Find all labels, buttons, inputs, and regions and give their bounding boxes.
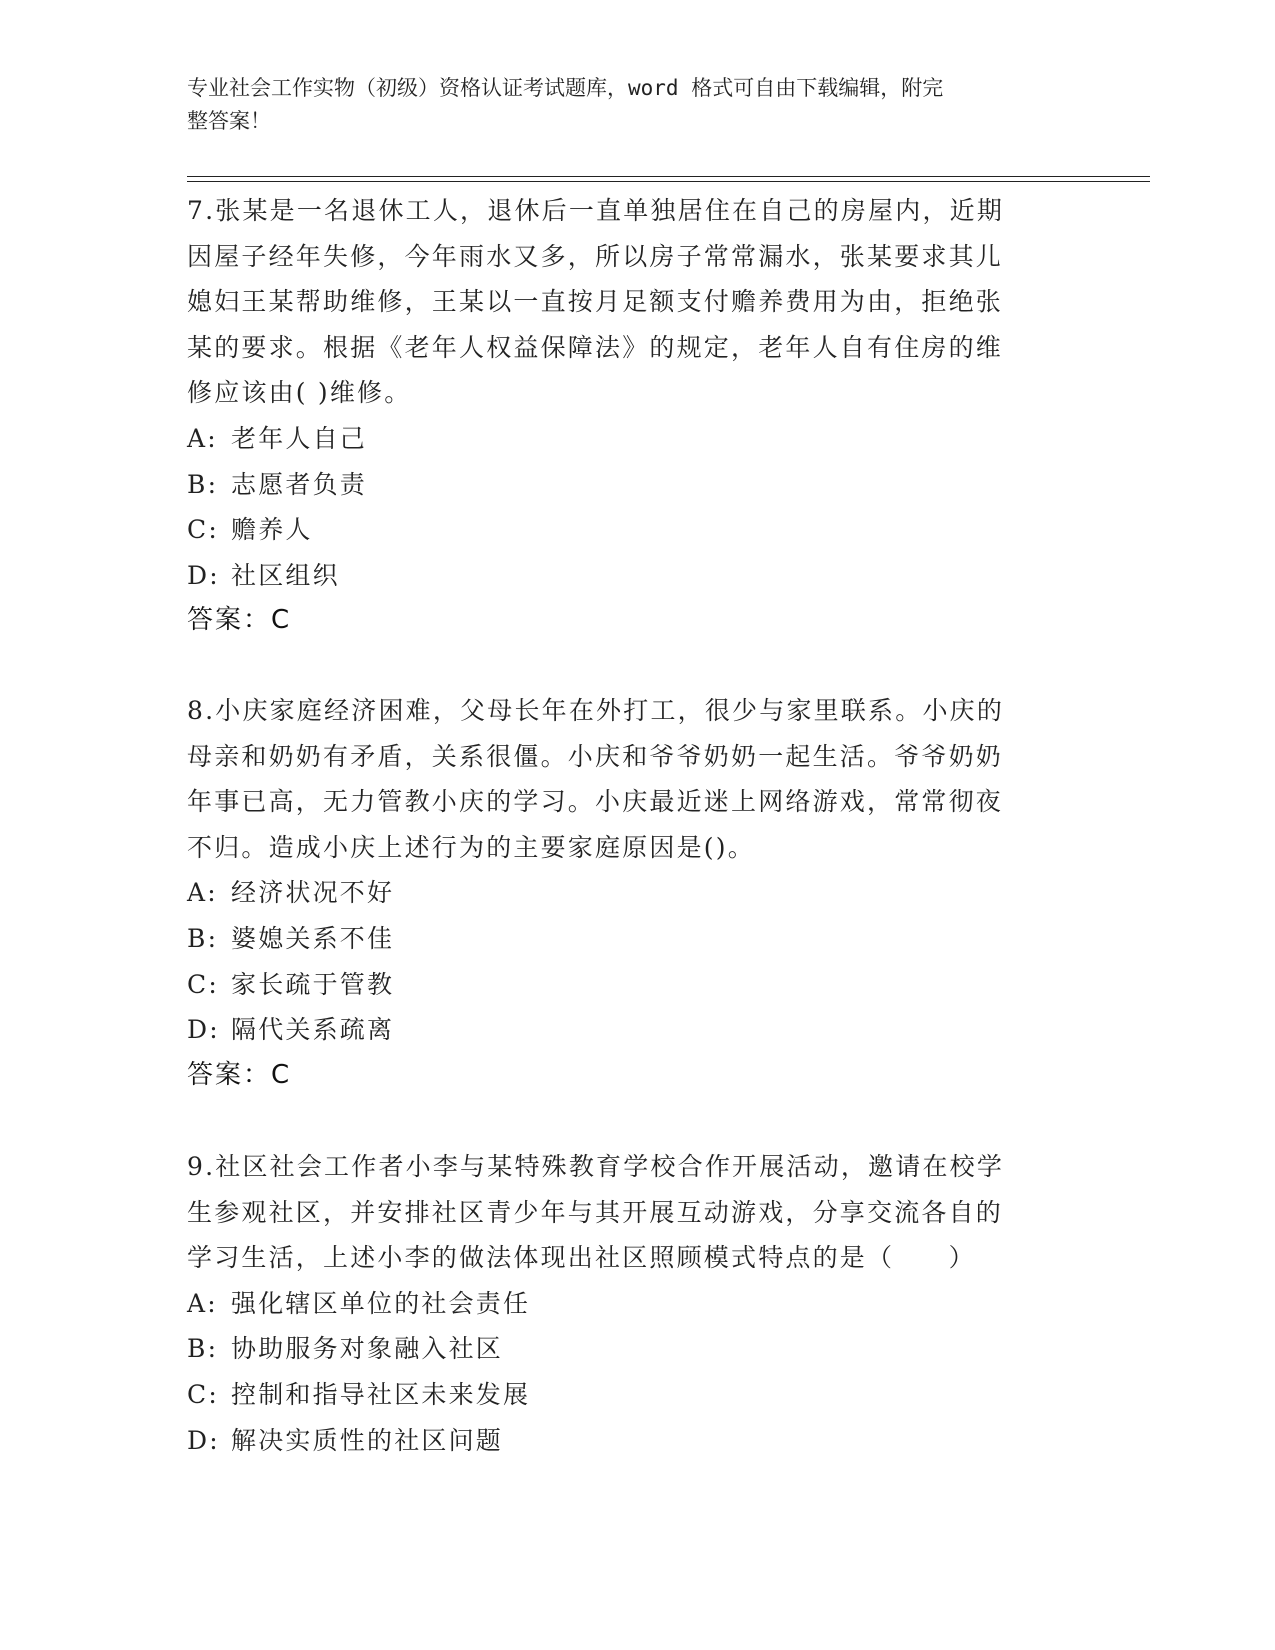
option-c <box>187 507 1067 553</box>
option-letter: B: <box>187 1334 219 1364</box>
option-text: 家长疏于管教 <box>231 969 395 999</box>
question-line: 9.社区社会工作者小李与某特殊教育学校合作开展活动，邀请在校学 <box>187 1152 1005 1181</box>
question-line: 8.小庆家庭经济困难，父母长年在外打工，很少与家里联系。小庆的 <box>187 696 1005 725</box>
option-text: 协助服务对象融入社区 <box>231 1334 504 1364</box>
question-9 <box>187 1144 1067 1463</box>
option-text: 老年人自己 <box>231 423 368 453</box>
header-divider-top <box>187 176 1150 177</box>
option-b <box>187 462 1067 508</box>
option-letter: D: <box>187 560 220 590</box>
option-d <box>187 1007 1067 1053</box>
option-text: 解决实质性的社区问题 <box>231 1425 504 1455</box>
option-c <box>187 1372 1067 1418</box>
option-letter: D: <box>187 1015 220 1045</box>
option-letter: B: <box>187 469 219 499</box>
option-text: 经济状况不好 <box>231 878 395 908</box>
question-line: 某的要求。根据《老年人权益保障法》的规定，老年人自有住房的维 <box>187 332 1004 362</box>
header-divider-bottom <box>187 181 1150 182</box>
question-line: 生参观社区，并安排社区青少年与其开展互动游戏，分享交流各自的 <box>187 1197 1004 1227</box>
option-d <box>187 1418 1067 1464</box>
option-a <box>187 1281 1067 1327</box>
option-letter: C: <box>187 969 219 999</box>
question-line: 媳妇王某帮助维修，王某以一直按月足额支付赡养费用为由，拒绝张 <box>187 287 1004 317</box>
option-b <box>187 1326 1067 1372</box>
option-letter: C: <box>187 515 219 545</box>
option-letter: A: <box>187 423 218 453</box>
question-line: 母亲和奶奶有矛盾，关系很僵。小庆和爷爷奶奶一起生活。爷爷奶奶 <box>187 741 1004 771</box>
option-text: 志愿者负责 <box>231 469 368 499</box>
option-text: 赡养人 <box>231 515 313 545</box>
option-letter: A: <box>187 878 218 908</box>
question-line: 7.张某是一名退休工人，退休后一直单独居住在自己的房屋内，近期 <box>187 196 1005 225</box>
option-text: 隔代关系疏离 <box>231 1015 395 1045</box>
answer-line: 答案：C <box>187 605 292 636</box>
option-b <box>187 916 1067 962</box>
option-letter: C: <box>187 1379 219 1409</box>
question-8 <box>187 688 1067 1098</box>
option-letter: D: <box>187 1425 220 1455</box>
option-letter: B: <box>187 923 219 953</box>
option-text: 婆媳关系不佳 <box>231 923 395 953</box>
option-letter: A: <box>187 1288 218 1318</box>
question-line: 修应该由( )维修。 <box>187 378 412 408</box>
header-line-2: 整答案！ <box>187 109 271 133</box>
option-a <box>187 870 1067 916</box>
option-text: 控制和指导社区未来发展 <box>231 1379 531 1409</box>
option-c <box>187 962 1067 1008</box>
option-text: 强化辖区单位的社会责任 <box>231 1288 531 1318</box>
document-header <box>187 72 1067 138</box>
question-line: 年事已高，无力管教小庆的学习。小庆最近迷上网络游戏，常常彻夜 <box>187 787 1004 817</box>
option-a <box>187 416 1067 462</box>
header-line-1: 专业社会工作实物（初级）资格认证考试题库，word 格式可自由下载编辑，附完 <box>187 76 944 100</box>
question-line: 因屋子经年失修，今年雨水又多，所以房子常常漏水，张某要求其儿 <box>187 241 1004 271</box>
question-7 <box>187 188 1067 644</box>
question-line: 不归。造成小庆上述行为的主要家庭原因是()。 <box>187 832 755 862</box>
question-line: 学习生活，上述小李的做法体现出社区照顾模式特点的是（ ） <box>187 1243 976 1273</box>
answer-line: 答案：C <box>187 1059 292 1090</box>
option-text: 社区组织 <box>231 560 340 590</box>
option-d <box>187 553 1067 599</box>
